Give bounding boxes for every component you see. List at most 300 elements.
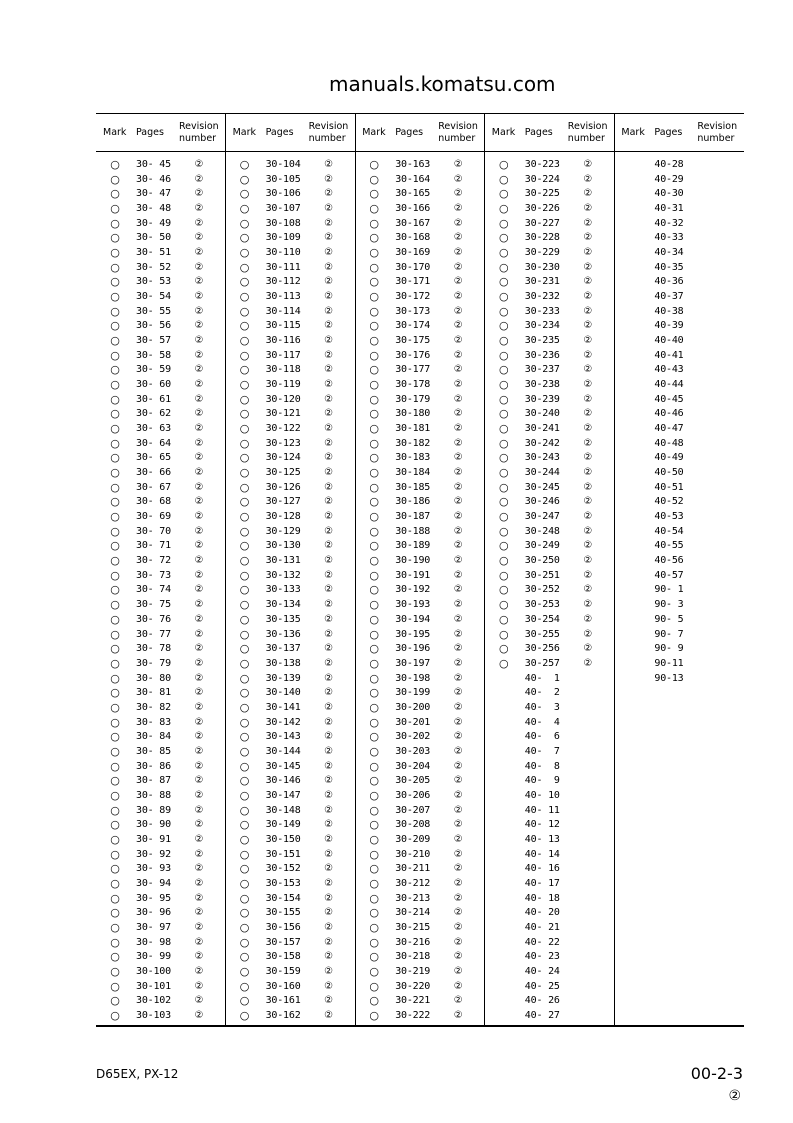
page-number: 30-102 <box>136 995 171 1007</box>
page-number: 90- 5 <box>654 613 684 625</box>
page-number: 30-179 <box>395 393 431 405</box>
revision-number: ② <box>194 232 204 244</box>
page-number: 40-48 <box>654 437 684 449</box>
revision-number: ② <box>194 159 204 170</box>
page-number: 30-160 <box>265 980 301 992</box>
table-row <box>355 334 484 349</box>
table-row <box>355 628 484 643</box>
mark-circle-icon: ○ <box>239 466 250 480</box>
page-number: 40-44 <box>654 379 684 391</box>
page-number: 30- 58 <box>136 349 171 361</box>
revision-number: ② <box>324 261 334 273</box>
revision-number: ② <box>583 188 593 200</box>
table-row <box>485 319 614 334</box>
table-row <box>226 554 355 569</box>
table-row <box>485 422 614 437</box>
mark-circle-icon: ○ <box>369 671 379 685</box>
revision-number: ② <box>583 643 593 655</box>
table-row <box>226 349 355 364</box>
page-number: 30-117 <box>265 349 301 361</box>
mark-circle-icon: ○ <box>369 436 379 450</box>
table-rows <box>226 158 355 1024</box>
page-number: 30- 82 <box>136 701 171 713</box>
table-row <box>614 246 743 261</box>
mark-circle-icon: ○ <box>239 510 250 524</box>
revision-number: ② <box>583 393 593 405</box>
page-number: 40-57 <box>654 569 684 581</box>
table-row <box>96 187 225 202</box>
mark-circle-icon: ○ <box>239 583 250 597</box>
page-number: 30-133 <box>265 584 301 596</box>
table-row <box>226 642 355 657</box>
table-row <box>485 231 614 246</box>
page-number: 40-33 <box>654 232 684 244</box>
table-row <box>96 495 225 510</box>
page-number: 30- 66 <box>136 467 171 479</box>
revision-number: ② <box>324 877 334 889</box>
table-row <box>485 848 614 863</box>
revision-number: ② <box>324 276 334 288</box>
page-number: 30- 88 <box>136 789 171 801</box>
header-revision-line1: Revision <box>438 120 478 132</box>
page-number: 30- 52 <box>136 261 171 273</box>
page-number: 30-129 <box>265 525 301 537</box>
revision-number: ② <box>324 789 334 801</box>
revision-number: ② <box>324 819 334 831</box>
mark-circle-icon: ○ <box>369 319 379 333</box>
mark-circle-icon: ○ <box>110 935 120 949</box>
table-row <box>226 231 355 246</box>
table-row <box>485 363 614 378</box>
table-row <box>355 613 484 628</box>
revision-number: ② <box>453 379 463 391</box>
revision-number: ② <box>324 217 334 229</box>
revision-number: ② <box>324 907 334 919</box>
table-row <box>96 892 225 907</box>
page-number: 30-135 <box>265 613 301 625</box>
table-row <box>485 539 614 554</box>
mark-circle-icon: ○ <box>239 876 250 890</box>
page-number: 30- 60 <box>136 379 171 391</box>
mark-circle-icon: ○ <box>369 334 379 348</box>
table-row <box>355 569 484 584</box>
mark-circle-icon: ○ <box>239 964 250 978</box>
revision-number: ② <box>194 643 204 655</box>
mark-circle-icon: ○ <box>498 451 509 465</box>
revision-number: ② <box>453 877 463 889</box>
revision-number: ② <box>324 188 334 200</box>
revision-number: ② <box>583 217 593 229</box>
mark-circle-icon: ○ <box>369 583 379 597</box>
page-number: 30-204 <box>395 760 431 772</box>
revision-number: ② <box>583 613 593 625</box>
table-row <box>226 334 355 349</box>
mark-circle-icon: ○ <box>498 348 509 362</box>
table-row <box>226 451 355 466</box>
page-number: 30-171 <box>395 276 431 288</box>
revision-number: ② <box>324 364 334 376</box>
mark-circle-icon: ○ <box>239 422 250 436</box>
page-number: 30-191 <box>395 569 431 581</box>
table-row <box>485 569 614 584</box>
table-row <box>485 716 614 731</box>
revision-number: ② <box>194 188 204 200</box>
table-row <box>226 202 355 217</box>
page-number: 30-114 <box>265 305 301 317</box>
revision-number: ② <box>194 672 204 684</box>
page-number: 30-139 <box>265 672 301 684</box>
page-number: 30-194 <box>395 613 431 625</box>
table-row <box>485 290 614 305</box>
table-row <box>485 393 614 408</box>
mark-circle-icon: ○ <box>369 612 379 626</box>
mark-circle-icon: ○ <box>110 788 120 802</box>
revision-number: ② <box>324 863 334 875</box>
mark-circle-icon: ○ <box>110 539 120 553</box>
mark-circle-icon: ○ <box>369 539 379 553</box>
table-row <box>355 686 484 701</box>
page-number: 40- 27 <box>524 1009 560 1021</box>
table-row <box>614 525 743 540</box>
table-row <box>226 319 355 334</box>
table-row <box>614 334 743 349</box>
mark-circle-icon: ○ <box>369 216 379 230</box>
page-number: 40- 17 <box>524 877 560 889</box>
page-number: 30-206 <box>395 789 431 801</box>
revision-number: ② <box>583 481 593 493</box>
mark-circle-icon: ○ <box>239 642 250 656</box>
page-number: 40-52 <box>654 496 684 508</box>
revision-number: ② <box>583 628 593 640</box>
table-row <box>96 466 225 481</box>
table-row <box>96 628 225 643</box>
table-rows <box>485 158 614 1024</box>
page-number: 30- 65 <box>136 452 171 464</box>
mark-circle-icon: ○ <box>369 466 379 480</box>
mark-circle-icon: ○ <box>239 920 250 934</box>
table-row <box>355 173 484 188</box>
mark-circle-icon: ○ <box>369 187 379 201</box>
table-row <box>226 437 355 452</box>
page-number: 30-197 <box>395 657 431 669</box>
table-row <box>485 862 614 877</box>
table-row <box>614 231 743 246</box>
mark-circle-icon: ○ <box>110 172 120 186</box>
revision-number: ② <box>194 995 204 1007</box>
page-number: 30- 91 <box>136 833 171 845</box>
table-row <box>226 980 355 995</box>
page-number: 30-240 <box>524 408 560 420</box>
revision-number: ② <box>453 892 463 904</box>
table-row <box>226 657 355 672</box>
page-number: 40-47 <box>654 423 684 435</box>
revision-number: ② <box>194 819 204 831</box>
page-number: 30- 74 <box>136 584 171 596</box>
mark-circle-icon: ○ <box>239 862 250 876</box>
page-number: 30-157 <box>265 936 301 948</box>
header-mark: Mark <box>491 126 516 138</box>
mark-circle-icon: ○ <box>369 392 379 406</box>
table-row <box>485 686 614 701</box>
revision-number: ② <box>583 452 593 464</box>
mark-circle-icon: ○ <box>239 700 250 714</box>
revision-number: ② <box>453 261 463 273</box>
page-number: 30-181 <box>395 423 431 435</box>
table-rows <box>355 158 484 1024</box>
table-row <box>614 598 743 613</box>
revision-number: ② <box>324 833 334 845</box>
table-row <box>485 246 614 261</box>
revision-number: ② <box>194 731 204 743</box>
table-row <box>96 613 225 628</box>
revision-number: ② <box>324 936 334 948</box>
page-number: 30- 89 <box>136 804 171 816</box>
mark-circle-icon: ○ <box>369 348 379 362</box>
table-row <box>355 466 484 481</box>
mark-circle-icon: ○ <box>239 788 250 802</box>
mark-circle-icon: ○ <box>239 275 250 289</box>
revision-number: ② <box>194 364 204 376</box>
page-number: 30-100 <box>136 965 171 977</box>
revision-number: ② <box>194 907 204 919</box>
table-row <box>614 393 743 408</box>
page-number: 90- 3 <box>654 599 684 611</box>
table-row <box>614 173 743 188</box>
table-row <box>614 539 743 554</box>
page-number: 30-230 <box>524 261 560 273</box>
page-number: 30-115 <box>265 320 301 332</box>
revision-number: ② <box>453 657 463 669</box>
table-row <box>226 818 355 833</box>
table-row <box>355 437 484 452</box>
page-number: 40-28 <box>654 159 684 170</box>
table-row <box>355 804 484 819</box>
revision-number: ② <box>324 569 334 581</box>
header-revision-number <box>568 114 608 151</box>
table-row <box>96 334 225 349</box>
table-row <box>485 921 614 936</box>
mark-circle-icon: ○ <box>110 451 120 465</box>
page-number: 40- 20 <box>524 907 560 919</box>
table-row <box>96 275 225 290</box>
table-row <box>485 613 614 628</box>
page-number: 30-250 <box>524 555 560 567</box>
page-number: 30-172 <box>395 291 431 303</box>
page-number: 30- 75 <box>136 599 171 611</box>
header-mark: Mark <box>362 126 386 138</box>
page-number: 30-159 <box>265 965 301 977</box>
page-number: 40- 14 <box>524 848 560 860</box>
table-row <box>614 305 743 320</box>
table-row <box>614 261 743 276</box>
page-number: 30-105 <box>265 173 301 185</box>
mark-circle-icon: ○ <box>498 260 509 274</box>
table-row <box>355 246 484 261</box>
revision-number: ② <box>324 731 334 743</box>
revision-number: ② <box>583 423 593 435</box>
mark-circle-icon: ○ <box>239 627 250 641</box>
page-number: 40-31 <box>654 203 684 215</box>
mark-circle-icon: ○ <box>110 407 120 421</box>
mark-circle-icon: ○ <box>110 818 120 832</box>
page-number: 30-152 <box>265 863 301 875</box>
table-row <box>614 672 743 687</box>
table-row <box>485 349 614 364</box>
mark-circle-icon: ○ <box>110 275 120 289</box>
mark-circle-icon: ○ <box>498 378 509 392</box>
mark-circle-icon: ○ <box>369 480 379 494</box>
table-row <box>485 202 614 217</box>
page-number: 40-30 <box>654 188 684 200</box>
mark-circle-icon: ○ <box>110 671 120 685</box>
mark-circle-icon: ○ <box>369 950 379 964</box>
page-number: 30-104 <box>265 159 301 170</box>
mark-circle-icon: ○ <box>239 231 250 245</box>
revision-number: ② <box>453 628 463 640</box>
mark-circle-icon: ○ <box>110 436 120 450</box>
table-row <box>614 628 743 643</box>
mark-circle-icon: ○ <box>498 627 509 641</box>
table-row <box>355 202 484 217</box>
page-number: 40- 2 <box>524 687 560 699</box>
mark-circle-icon: ○ <box>110 187 120 201</box>
page-number: 30-252 <box>524 584 560 596</box>
page-number: 40-49 <box>654 452 684 464</box>
page-number: 30-203 <box>395 745 431 757</box>
mark-circle-icon: ○ <box>239 216 250 230</box>
revision-number: ② <box>194 848 204 860</box>
mark-circle-icon: ○ <box>239 304 250 318</box>
mark-circle-icon: ○ <box>498 231 509 245</box>
revision-number: ② <box>194 540 204 552</box>
footer-page-number: 00-2-3 <box>690 1064 743 1083</box>
page-number: 30- 48 <box>136 203 171 215</box>
revision-number: ② <box>194 760 204 772</box>
table-row <box>96 217 225 232</box>
table-row <box>485 672 614 687</box>
header-pages: Pages <box>265 126 294 138</box>
table-row <box>96 848 225 863</box>
table-row <box>226 804 355 819</box>
page-number: 30-238 <box>524 379 560 391</box>
table-row <box>485 598 614 613</box>
revision-number: ② <box>194 423 204 435</box>
mark-circle-icon: ○ <box>110 847 120 861</box>
page-number: 30-255 <box>524 628 560 640</box>
page-number: 30- 99 <box>136 951 171 963</box>
mark-circle-icon: ○ <box>369 172 379 186</box>
table-row <box>485 774 614 789</box>
table-row <box>355 672 484 687</box>
revision-number: ② <box>194 701 204 713</box>
revision-number: ② <box>453 393 463 405</box>
revision-number: ② <box>583 555 593 567</box>
table-row <box>96 862 225 877</box>
revision-number: ② <box>453 320 463 332</box>
table-row <box>226 363 355 378</box>
mark-circle-icon: ○ <box>239 671 250 685</box>
mark-circle-icon: ○ <box>498 554 509 568</box>
mark-circle-icon: ○ <box>369 818 379 832</box>
table-row <box>355 305 484 320</box>
table-row <box>226 261 355 276</box>
table-row <box>226 275 355 290</box>
table-row <box>355 554 484 569</box>
table-row <box>485 965 614 980</box>
revision-number: ② <box>453 569 463 581</box>
page-number: 30-231 <box>524 276 560 288</box>
mark-circle-icon: ○ <box>110 363 120 377</box>
mark-circle-icon: ○ <box>369 260 379 274</box>
revision-number: ② <box>583 349 593 361</box>
mark-circle-icon: ○ <box>239 451 250 465</box>
page-number: 40- 21 <box>524 921 560 933</box>
table-row <box>355 994 484 1009</box>
mark-circle-icon: ○ <box>239 979 250 993</box>
table-row <box>96 833 225 848</box>
revision-number: ② <box>194 980 204 992</box>
revision-number: ② <box>453 599 463 611</box>
header-revision-line1: Revision <box>567 120 608 132</box>
revision-number: ② <box>453 584 463 596</box>
watermark: manuals.komatsu.com <box>329 72 556 96</box>
header-revision-line2: number <box>179 132 217 144</box>
revision-number: ② <box>453 951 463 963</box>
revision-number: ② <box>324 716 334 728</box>
table-row <box>355 730 484 745</box>
page-number: 40- 10 <box>524 789 560 801</box>
table-row <box>355 906 484 921</box>
mark-circle-icon: ○ <box>369 759 379 773</box>
mark-circle-icon: ○ <box>239 832 250 846</box>
mark-circle-icon: ○ <box>369 1008 379 1022</box>
table-row <box>485 804 614 819</box>
page-number: 30- 78 <box>136 643 171 655</box>
revision-number: ② <box>194 833 204 845</box>
mark-circle-icon: ○ <box>110 231 120 245</box>
revision-number: ② <box>583 599 593 611</box>
page-number: 30-128 <box>265 511 301 523</box>
mark-circle-icon: ○ <box>110 422 120 436</box>
table-row <box>355 848 484 863</box>
table-row <box>96 598 225 613</box>
mark-circle-icon: ○ <box>110 480 120 494</box>
mark-circle-icon: ○ <box>239 378 250 392</box>
page-number: 30-126 <box>265 481 301 493</box>
revision-number: ② <box>583 540 593 552</box>
revision-number: ② <box>194 789 204 801</box>
page-number: 30-201 <box>395 716 431 728</box>
revision-number: ② <box>453 1009 463 1021</box>
page-number: 30-242 <box>524 437 560 449</box>
revision-number: ② <box>583 437 593 449</box>
page-number: 40- 24 <box>524 965 560 977</box>
page-number: 30- 67 <box>136 481 171 493</box>
mark-circle-icon: ○ <box>239 495 250 509</box>
page-number: 40- 23 <box>524 951 560 963</box>
table-row <box>355 701 484 716</box>
page-number: 30-229 <box>524 247 560 259</box>
mark-circle-icon: ○ <box>110 832 120 846</box>
page-number: 30-247 <box>524 511 560 523</box>
revision-number: ② <box>453 775 463 787</box>
page-number: 40-53 <box>654 511 684 523</box>
table-row <box>485 275 614 290</box>
page-number: 30-216 <box>395 936 431 948</box>
page-number: 30-113 <box>265 291 301 303</box>
mark-circle-icon: ○ <box>239 187 250 201</box>
page-number: 30- 79 <box>136 657 171 669</box>
